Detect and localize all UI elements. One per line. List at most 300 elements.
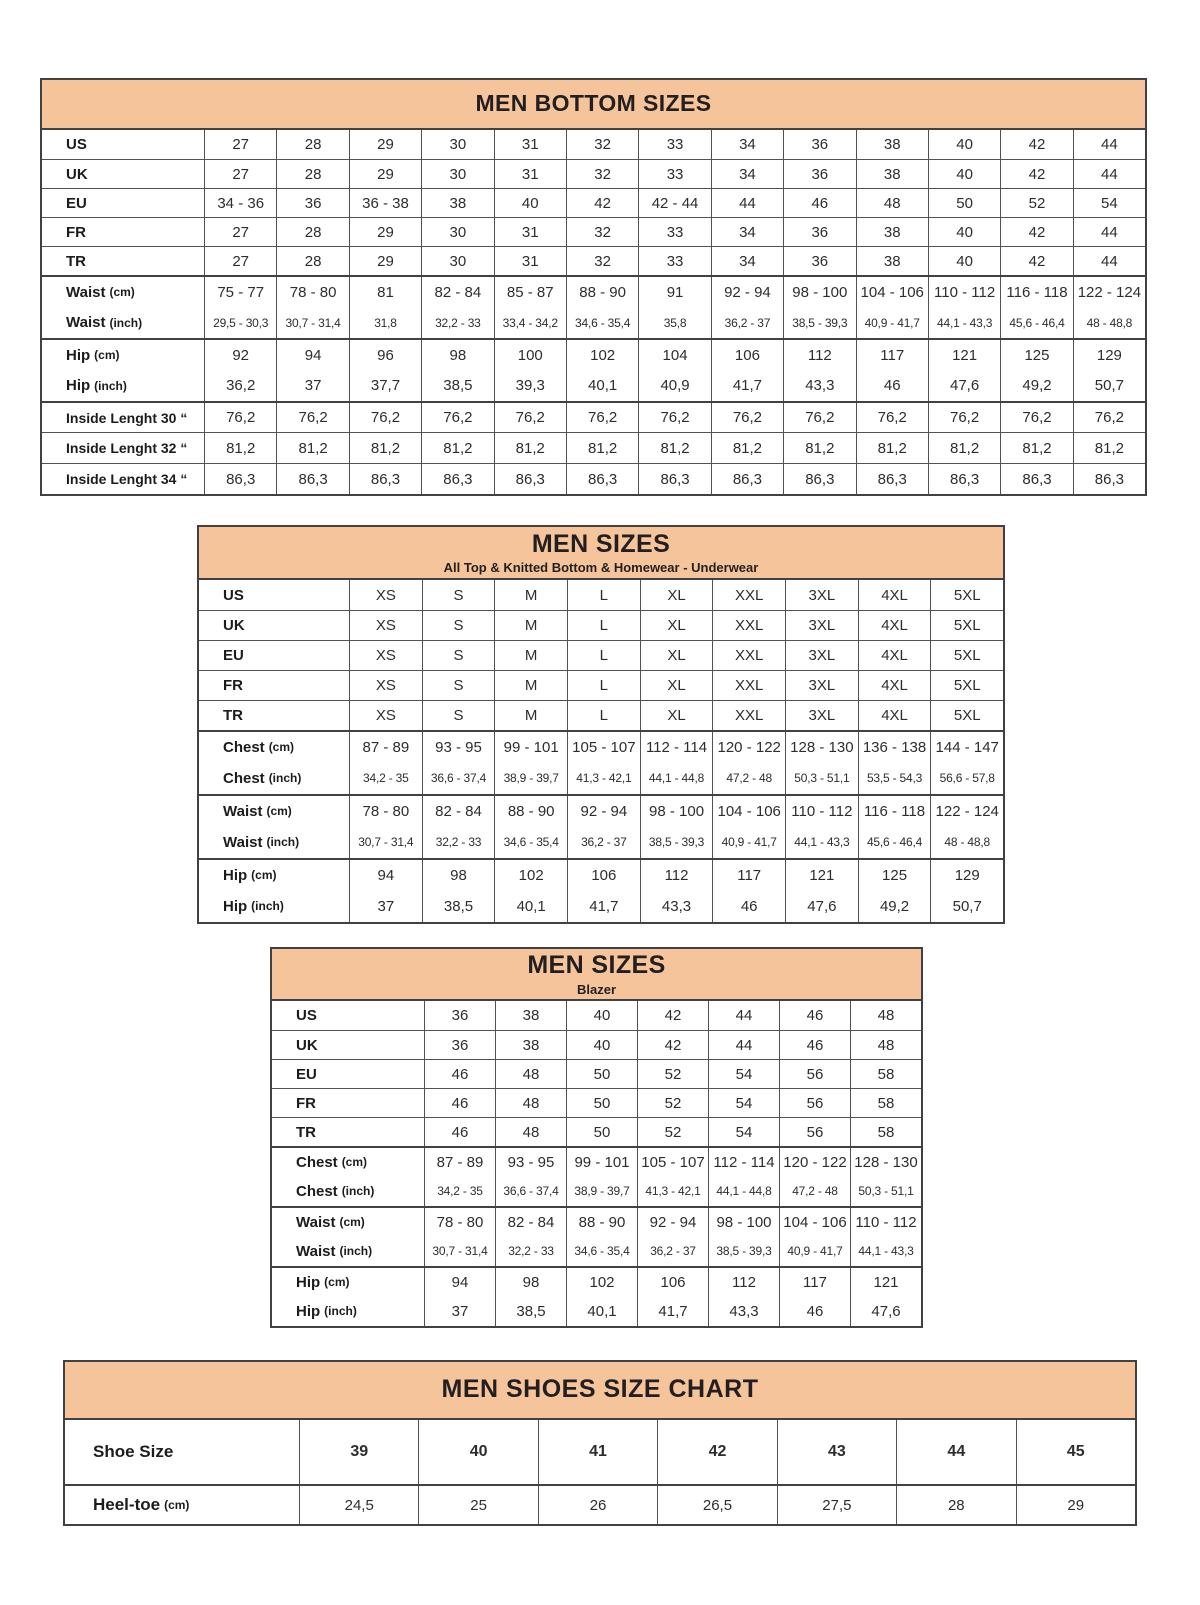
table-cell: 88 - 90 <box>566 277 638 307</box>
table-cell: 34,2 - 35 <box>424 1176 495 1206</box>
row-label-unit: (inch) <box>341 1184 375 1198</box>
table-row <box>272 1236 921 1266</box>
row-label <box>199 671 349 700</box>
table-cell: 53,5 - 54,3 <box>858 762 931 794</box>
row-label <box>199 796 349 826</box>
table-cell: 93 - 95 <box>422 732 495 762</box>
men-sizes-top-table <box>197 525 1005 924</box>
table-cell: 78 - 80 <box>424 1208 495 1236</box>
table-cell: 40 <box>418 1420 537 1484</box>
row-label <box>42 189 204 217</box>
table-cell: 88 - 90 <box>494 796 567 826</box>
table-cell: 54 <box>708 1060 779 1088</box>
table-cell: 36 <box>783 247 855 275</box>
table-cell: 38 <box>856 218 928 246</box>
table-cell: 122 - 124 <box>1073 277 1145 307</box>
table-cell: 34,6 - 35,4 <box>566 307 638 338</box>
table-cell: 44 <box>708 1001 779 1030</box>
table-cell: 41,7 <box>567 890 640 922</box>
table-row <box>272 1266 921 1296</box>
table-cell: 42 <box>1000 160 1072 188</box>
table-cell: XXL <box>712 671 785 700</box>
table-cell: 104 - 106 <box>712 796 785 826</box>
row-label-unit: (cm) <box>339 1215 365 1229</box>
table-cell: 3XL <box>785 580 858 610</box>
table-cell: 34,2 - 35 <box>349 762 422 794</box>
table-cell: 36 <box>783 160 855 188</box>
table-cell: 82 - 84 <box>421 277 493 307</box>
row-label <box>42 218 204 246</box>
table-cell: 46 <box>779 1031 850 1059</box>
table-cell: 38 <box>856 160 928 188</box>
table-cell: 40 <box>928 247 1000 275</box>
row-label-text: Shoe Size <box>93 1442 174 1461</box>
table-cell: 128 - 130 <box>785 732 858 762</box>
table-cell: 44 <box>1073 247 1145 275</box>
table-cell: 44,1 - 43,3 <box>928 307 1000 338</box>
row-label-text: EU <box>223 647 244 664</box>
row-label-text: Inside Lenght 30 “ <box>66 409 188 426</box>
table-cell: 33 <box>638 160 710 188</box>
table-cell: XS <box>349 641 422 670</box>
row-label-text: TR <box>223 707 243 724</box>
row-label-text: Hip <box>66 346 91 364</box>
table-cell: 144 - 147 <box>930 732 1003 762</box>
table-cell: 110 - 112 <box>928 277 1000 307</box>
table-cell: 46 <box>424 1089 495 1117</box>
table-cell: 81,2 <box>204 433 276 463</box>
table-cell: 32,2 - 33 <box>495 1236 566 1266</box>
table-cell: 76,2 <box>421 403 493 432</box>
table-cell: 52 <box>637 1118 708 1146</box>
table-cell: 40,9 <box>638 370 710 401</box>
table-cell: 38 <box>495 1001 566 1030</box>
row-label-unit: (inch) <box>109 315 143 330</box>
table-cell: 44 <box>1073 218 1145 246</box>
table-cell: 58 <box>850 1089 921 1117</box>
row-label-text: US <box>296 1007 317 1024</box>
table-cell: 3XL <box>785 641 858 670</box>
table-cell: 34,6 - 35,4 <box>494 826 567 858</box>
table-cell: 40 <box>566 1031 637 1059</box>
table-cell: 81,2 <box>1000 433 1072 463</box>
row-label-unit: (inch) <box>324 1304 357 1318</box>
table-cell: 76,2 <box>566 403 638 432</box>
row-label <box>272 1236 424 1266</box>
table-cell: 39,3 <box>494 370 566 401</box>
table-cell: M <box>494 580 567 610</box>
table-cell: 34 <box>711 160 783 188</box>
table-cell: 86,3 <box>638 464 710 494</box>
table-cell: 86,3 <box>494 464 566 494</box>
table-row <box>272 1030 921 1059</box>
table-cell: 78 - 80 <box>276 277 348 307</box>
men-sizes-top-header <box>199 527 1003 580</box>
table-cell: 81,2 <box>711 433 783 463</box>
table-row <box>272 1296 921 1326</box>
table-cell: 76,2 <box>1073 403 1145 432</box>
table-cell: 76,2 <box>1000 403 1072 432</box>
table-row <box>199 580 1003 610</box>
row-label-text: Waist <box>66 314 106 331</box>
table-row <box>199 610 1003 640</box>
table-row <box>272 1176 921 1206</box>
table-row <box>272 1146 921 1176</box>
table-cell: 50,7 <box>1073 370 1145 401</box>
table-cell: 38 <box>495 1031 566 1059</box>
row-label <box>272 1031 424 1059</box>
table-cell: 102 <box>566 1268 637 1296</box>
table-cell: S <box>422 671 495 700</box>
table-cell: 44 <box>708 1031 779 1059</box>
table-title: MEN SHOES SIZE CHART <box>441 1375 759 1404</box>
table-cell: 54 <box>708 1089 779 1117</box>
table-cell: 106 <box>567 860 640 890</box>
table-cell: 40 <box>928 130 1000 159</box>
table-cell: 28 <box>276 247 348 275</box>
table-cell: 40,1 <box>566 370 638 401</box>
table-cell: 100 <box>494 340 566 370</box>
table-cell: 26 <box>538 1486 657 1524</box>
table-cell: 56 <box>779 1089 850 1117</box>
table-cell: XL <box>640 701 713 730</box>
table-cell: 81,2 <box>928 433 1000 463</box>
table-cell: 27 <box>204 247 276 275</box>
row-label-text: Heel-toe <box>93 1495 161 1514</box>
row-label <box>272 1268 424 1296</box>
table-cell: 81,2 <box>349 433 421 463</box>
men-bottom-sizes-header <box>42 80 1145 130</box>
men-sizes-blazer-table <box>270 947 923 1328</box>
table-row <box>65 1420 1135 1484</box>
row-label <box>199 580 349 610</box>
row-label-text: Hip <box>296 1273 321 1291</box>
table-cell: 117 <box>856 340 928 370</box>
table-cell: 42 <box>637 1001 708 1030</box>
table-cell: 40 <box>928 160 1000 188</box>
table-cell: M <box>494 671 567 700</box>
table-cell: 104 - 106 <box>856 277 928 307</box>
table-cell: 104 <box>638 340 710 370</box>
table-cell: 5XL <box>930 641 1003 670</box>
table-cell: 36,2 <box>204 370 276 401</box>
table-cell: 27 <box>204 218 276 246</box>
table-cell: 86,3 <box>856 464 928 494</box>
table-cell: 54 <box>708 1118 779 1146</box>
table-cell: 30 <box>421 130 493 159</box>
table-cell: 30 <box>421 218 493 246</box>
table-cell: 47,2 - 48 <box>779 1176 850 1206</box>
table-cell: 41,3 - 42,1 <box>567 762 640 794</box>
table-cell: 5XL <box>930 701 1003 730</box>
row-label <box>272 1148 424 1176</box>
row-label-text: Hip <box>296 1302 321 1320</box>
table-cell: 76,2 <box>638 403 710 432</box>
table-cell: 26,5 <box>657 1486 776 1524</box>
table-cell: L <box>567 611 640 640</box>
table-cell: 98 <box>421 340 493 370</box>
table-cell: 44,1 - 44,8 <box>708 1176 779 1206</box>
row-label-unit: (cm) <box>341 1155 368 1169</box>
row-label <box>65 1420 299 1484</box>
table-row <box>42 370 1145 401</box>
table-cell: 3XL <box>785 701 858 730</box>
table-cell: 38,5 - 39,3 <box>708 1236 779 1266</box>
table-cell: S <box>422 641 495 670</box>
table-cell: 32 <box>566 160 638 188</box>
table-cell: 121 <box>850 1268 921 1296</box>
table-cell: 81,2 <box>421 433 493 463</box>
row-label-text: UK <box>296 1036 318 1054</box>
table-cell: 38 <box>856 247 928 275</box>
table-cell: 81,2 <box>638 433 710 463</box>
row-label <box>199 732 349 762</box>
table-cell: 47,6 <box>928 370 1000 401</box>
table-cell: 46 <box>712 890 785 922</box>
table-cell: 112 - 114 <box>708 1148 779 1176</box>
table-cell: 76,2 <box>494 403 566 432</box>
table-cell: 44 <box>1073 130 1145 159</box>
table-cell: 34 - 36 <box>204 189 276 217</box>
table-cell: 33 <box>638 247 710 275</box>
row-label <box>272 1176 424 1206</box>
table-cell: 44 <box>896 1420 1015 1484</box>
table-cell: 92 - 94 <box>637 1208 708 1236</box>
table-cell: 45 <box>1016 1420 1135 1484</box>
table-cell: 34,6 - 35,4 <box>566 1236 637 1266</box>
table-cell: 46 <box>424 1060 495 1088</box>
row-label-unit: (cm) <box>109 285 135 299</box>
table-cell: 58 <box>850 1118 921 1146</box>
table-row <box>272 1206 921 1236</box>
table-cell: 88 - 90 <box>566 1208 637 1236</box>
table-cell: XL <box>640 641 713 670</box>
table-cell: 87 - 89 <box>424 1148 495 1176</box>
table-cell: XS <box>349 611 422 640</box>
table-cell: 35,8 <box>638 307 710 338</box>
table-cell: XL <box>640 580 713 610</box>
table-cell: 98 <box>495 1268 566 1296</box>
row-label-text: US <box>223 586 244 604</box>
table-cell: 37,7 <box>349 370 421 401</box>
table-cell: 4XL <box>858 671 931 700</box>
row-label <box>42 307 204 338</box>
table-cell: 38,5 - 39,3 <box>640 826 713 858</box>
table-cell: 33 <box>638 130 710 159</box>
row-label <box>199 890 349 922</box>
table-cell: 38,5 <box>422 890 495 922</box>
row-label <box>199 860 349 890</box>
row-label <box>42 277 204 307</box>
table-cell: 86,3 <box>349 464 421 494</box>
table-cell: 38,9 - 39,7 <box>566 1176 637 1206</box>
table-cell: 76,2 <box>349 403 421 432</box>
table-cell: 48 <box>495 1060 566 1088</box>
table-cell: XS <box>349 580 422 610</box>
table-cell: 86,3 <box>566 464 638 494</box>
table-cell: 31 <box>494 130 566 159</box>
table-cell: 48 <box>495 1118 566 1146</box>
row-label-unit: (cm) <box>266 804 292 818</box>
table-cell: 125 <box>1000 340 1072 370</box>
table-cell: XS <box>349 671 422 700</box>
table-cell: 50,7 <box>930 890 1003 922</box>
men-sizes-blazer-header <box>272 949 921 1001</box>
table-cell: 58 <box>850 1060 921 1088</box>
table-cell: 99 - 101 <box>566 1148 637 1176</box>
table-cell: 48 <box>850 1001 921 1030</box>
table-row <box>42 159 1145 188</box>
table-cell: 48 <box>856 189 928 217</box>
row-label <box>272 1001 424 1030</box>
table-cell: 31 <box>494 218 566 246</box>
row-label-text: Waist <box>223 833 263 851</box>
table-cell: 30,7 - 31,4 <box>276 307 348 338</box>
table-cell: 82 - 84 <box>422 796 495 826</box>
table-cell: 46 <box>856 370 928 401</box>
table-cell: 40,9 - 41,7 <box>779 1236 850 1266</box>
table-subtitle: Blazer <box>576 981 617 997</box>
table-row <box>199 762 1003 794</box>
table-cell: 4XL <box>858 611 931 640</box>
table-cell: 36 <box>783 218 855 246</box>
table-cell: 40 <box>566 1001 637 1030</box>
row-label-unit: (inch) <box>251 899 284 913</box>
table-cell: 81,2 <box>276 433 348 463</box>
table-cell: 4XL <box>858 641 931 670</box>
table-cell: 78 - 80 <box>349 796 422 826</box>
table-cell: XL <box>640 611 713 640</box>
table-cell: 49,2 <box>1000 370 1072 401</box>
table-cell: 76,2 <box>856 403 928 432</box>
table-cell: 50 <box>566 1060 637 1088</box>
table-cell: 92 - 94 <box>711 277 783 307</box>
table-cell: 38,5 <box>421 370 493 401</box>
table-cell: XS <box>349 701 422 730</box>
table-cell: 106 <box>711 340 783 370</box>
table-cell: 99 - 101 <box>494 732 567 762</box>
table-cell: 91 <box>638 277 710 307</box>
table-cell: M <box>494 701 567 730</box>
table-cell: 86,3 <box>928 464 1000 494</box>
table-cell: 81,2 <box>783 433 855 463</box>
table-row <box>199 640 1003 670</box>
table-cell: 76,2 <box>276 403 348 432</box>
row-label <box>42 130 204 159</box>
table-cell: 42 <box>657 1420 776 1484</box>
table-cell: 36,2 - 37 <box>637 1236 708 1266</box>
table-cell: 40,1 <box>566 1296 637 1326</box>
row-label-text: Waist <box>296 1242 336 1260</box>
table-cell: 29,5 - 30,3 <box>204 307 276 338</box>
table-cell: 81,2 <box>566 433 638 463</box>
table-cell: 86,3 <box>711 464 783 494</box>
table-cell: XXL <box>712 611 785 640</box>
table-cell: 42 <box>566 189 638 217</box>
table-cell: 86,3 <box>783 464 855 494</box>
table-row <box>272 1088 921 1117</box>
table-cell: 92 - 94 <box>567 796 640 826</box>
table-cell: 44 <box>711 189 783 217</box>
table-cell: 38,9 - 39,7 <box>494 762 567 794</box>
row-label-unit: (inch) <box>266 835 300 849</box>
table-cell: 29 <box>1016 1486 1135 1524</box>
row-label-text: Hip <box>223 866 248 884</box>
table-cell: 52 <box>637 1060 708 1088</box>
table-cell: 106 <box>637 1268 708 1296</box>
row-label <box>272 1060 424 1088</box>
table-cell: 86,3 <box>276 464 348 494</box>
row-label-text: Hip <box>223 897 248 915</box>
table-row <box>42 463 1145 494</box>
row-label-text: Hip <box>66 377 91 394</box>
table-cell: 36 <box>276 189 348 217</box>
table-cell: 47,6 <box>850 1296 921 1326</box>
table-cell: 94 <box>276 340 348 370</box>
table-row <box>42 307 1145 338</box>
table-cell: 112 <box>783 340 855 370</box>
table-cell: 29 <box>349 160 421 188</box>
table-cell: 85 - 87 <box>494 277 566 307</box>
row-label <box>199 701 349 730</box>
table-cell: 30 <box>421 247 493 275</box>
table-row <box>199 890 1003 922</box>
table-cell: 48 <box>850 1031 921 1059</box>
table-cell: 110 - 112 <box>850 1208 921 1236</box>
table-cell: 87 - 89 <box>349 732 422 762</box>
table-cell: 28 <box>276 130 348 159</box>
row-label-unit: (cm) <box>164 1498 190 1512</box>
row-label-unit: (cm) <box>251 868 277 882</box>
table-cell: 42 <box>1000 130 1072 159</box>
row-label-text: Chest <box>296 1153 338 1171</box>
table-cell: 56 <box>779 1060 850 1088</box>
row-label-text: UK <box>223 617 245 634</box>
table-cell: 27 <box>204 130 276 159</box>
men-shoes-size-chart-table <box>63 1360 1137 1526</box>
table-row <box>272 1117 921 1146</box>
table-cell: 30,7 - 31,4 <box>424 1236 495 1266</box>
row-label <box>272 1208 424 1236</box>
table-cell: 122 - 124 <box>930 796 1003 826</box>
table-cell: 125 <box>858 860 931 890</box>
table-cell: 31,8 <box>349 307 421 338</box>
table-row <box>199 858 1003 890</box>
table-row <box>272 1059 921 1088</box>
table-cell: 129 <box>1073 340 1145 370</box>
table-row <box>199 826 1003 858</box>
table-cell: 45,6 - 46,4 <box>1000 307 1072 338</box>
table-cell: 44,1 - 43,3 <box>850 1236 921 1266</box>
table-cell: 54 <box>1073 189 1145 217</box>
row-label-text: FR <box>223 677 243 694</box>
row-label-text: Waist <box>223 802 263 820</box>
row-label-text: TR <box>296 1123 316 1141</box>
table-cell: 56,6 - 57,8 <box>930 762 1003 794</box>
table-cell: 31 <box>494 247 566 275</box>
row-label <box>65 1486 299 1524</box>
table-cell: 43 <box>777 1420 896 1484</box>
table-cell: 86,3 <box>1073 464 1145 494</box>
table-cell: 36,2 - 37 <box>711 307 783 338</box>
row-label-text: US <box>66 136 87 153</box>
table-cell: 94 <box>424 1268 495 1296</box>
table-cell: 50,3 - 51,1 <box>850 1176 921 1206</box>
table-cell: 104 - 106 <box>779 1208 850 1236</box>
table-cell: 4XL <box>858 580 931 610</box>
table-cell: 42 <box>1000 247 1072 275</box>
table-cell: 116 - 118 <box>1000 277 1072 307</box>
